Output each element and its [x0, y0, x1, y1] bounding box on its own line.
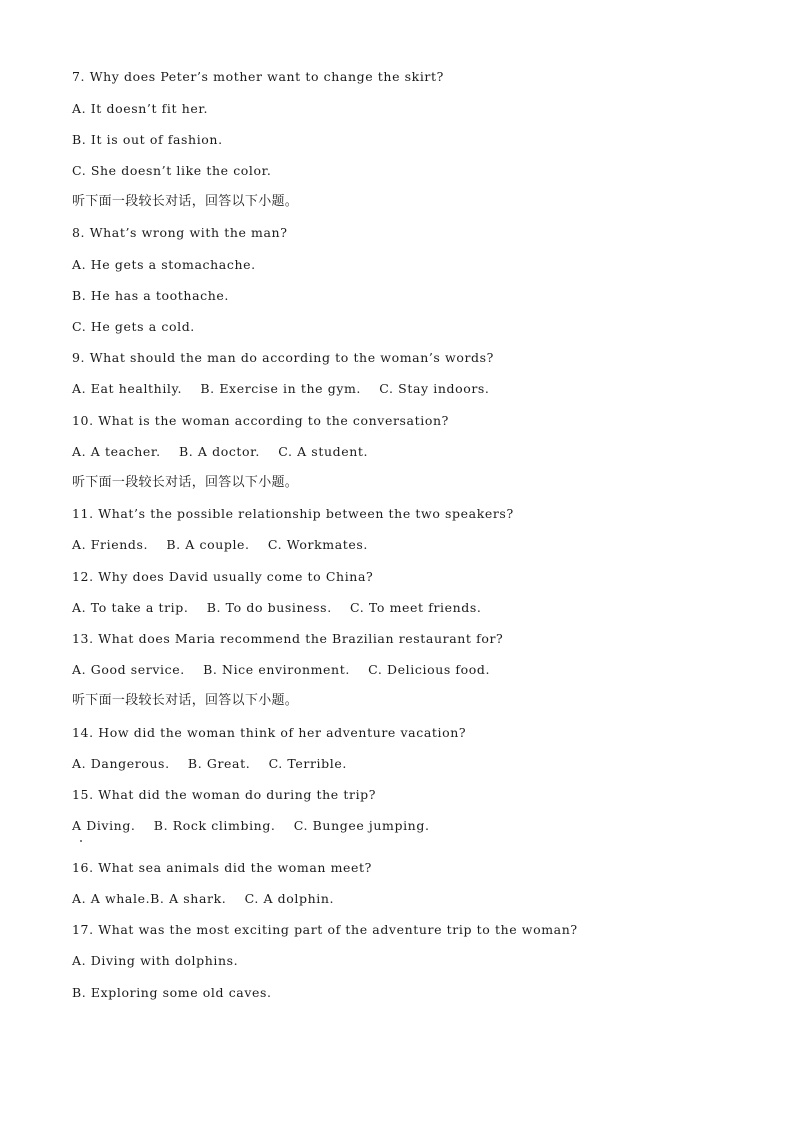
options-14: A. Dangerous. B. Great. C. Terrible. — [72, 756, 347, 771]
options-13: A. Good service. B. Nice environment. C. Delicious food. — [72, 662, 491, 677]
option-17a: A. Diving with dolphins. — [72, 953, 239, 968]
option-8b: B. He has a toothache. — [72, 288, 229, 303]
section-instruction: 听下面一段较长对话，回答以下小题。 — [72, 194, 299, 209]
section-instruction: 听下面一段较长对话，回答以下小题。 — [72, 693, 299, 708]
question-8: 8. What’s wrong with the man? — [72, 225, 288, 240]
options-11: A. Friends. B. A couple. C. Workmates. — [72, 537, 368, 552]
question-9: 9. What should the man do according to the woman’s words? — [72, 350, 494, 365]
options-15: A Diving. B. Rock climbing. C. Bungee jumping. — [72, 818, 430, 833]
option-7c: C. She doesn’t like the color. — [72, 163, 272, 178]
question-10: 10. What is the woman according to the conversation? — [72, 413, 449, 428]
question-17: 17. What was the most exciting part of the adventure trip to the woman? — [72, 922, 578, 937]
question-7: 7. Why does Peter’s mother want to change the skirt? — [72, 69, 444, 84]
question-13: 13. What does Maria recommend the Brazilian restaurant for? — [72, 631, 504, 646]
options-10: A. A teacher. B. A doctor. C. A student. — [72, 444, 369, 459]
question-12: 12. Why does David usually come to China? — [72, 569, 374, 584]
options-16: A. A whale.B. A shark. C. A dolphin. — [72, 891, 335, 906]
question-14: 14. How did the woman think of her adventure vacation? — [72, 725, 467, 740]
question-16: 16. What sea animals did the woman meet? — [72, 860, 372, 875]
option-7a: A. It doesn’t fit her. — [72, 101, 209, 116]
section-instruction: 听下面一段较长对话，回答以下小题。 — [72, 475, 299, 490]
question-11: 11. What’s the possible relationship between the two speakers? — [72, 506, 514, 521]
question-15: 15. What did the woman do during the trip? — [72, 787, 377, 802]
option-7b: B. It is out of fashion. — [72, 132, 223, 147]
options-12: A. To take a trip. B. To do business. C. To meet friends. — [72, 600, 482, 615]
options-9: A. Eat healthily. B. Exercise in the gym. C. Stay indoors. — [72, 381, 490, 396]
stray-mark — [80, 840, 82, 842]
option-8a: A. He gets a stomachache. — [72, 257, 256, 272]
option-17b: B. Exploring some old caves. — [72, 985, 272, 1000]
option-8c: C. He gets a cold. — [72, 319, 195, 334]
